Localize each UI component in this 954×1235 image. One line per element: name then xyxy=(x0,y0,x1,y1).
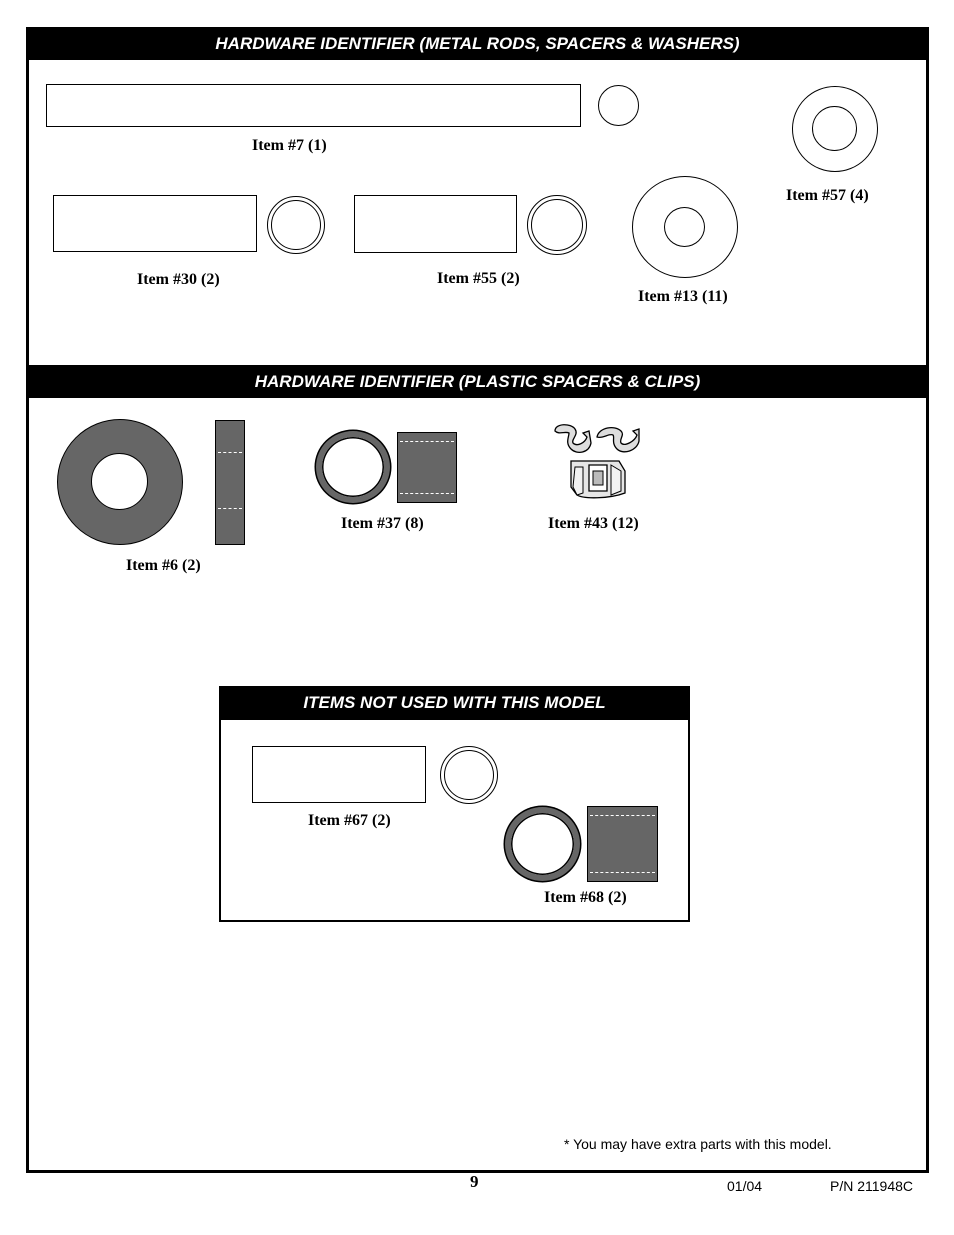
item68-label: Item #68 (2) xyxy=(544,889,627,906)
item67-spacer-end xyxy=(440,746,498,804)
item30-spacer-end xyxy=(267,196,325,254)
extra-parts-note: * You may have extra parts with this model. xyxy=(564,1136,832,1152)
item68-spacer-side xyxy=(587,806,658,882)
item6-washer-hole xyxy=(91,453,148,510)
item55-spacer-end xyxy=(527,195,587,255)
part-number: P/N 211948C xyxy=(830,1178,914,1194)
item6-washer-side xyxy=(215,420,245,545)
item57-washer-hole xyxy=(812,106,857,151)
item57-label: Item #57 (4) xyxy=(786,187,869,204)
item30-spacer-side xyxy=(53,195,257,252)
item43-label: Item #43 (12) xyxy=(548,515,639,532)
item68-ring xyxy=(505,807,580,881)
page-number: 9 xyxy=(470,1172,479,1191)
plastic-hardware-header: HARDWARE IDENTIFIER (PLASTIC SPACERS & CLIPS) xyxy=(26,365,929,398)
item30-label: Item #30 (2) xyxy=(137,271,220,288)
item13-washer xyxy=(632,176,738,278)
item55-label: Item #55 (2) xyxy=(437,270,520,287)
not-used-box xyxy=(219,686,690,922)
item43-clip xyxy=(549,421,641,499)
item67-label: Item #67 (2) xyxy=(308,812,391,829)
item6-label: Item #6 (2) xyxy=(126,557,201,574)
item67-spacer-side xyxy=(252,746,426,803)
item37-ring xyxy=(316,431,390,503)
item13-label: Item #13 (11) xyxy=(638,288,728,305)
item55-spacer-side xyxy=(354,195,517,253)
item7-label: Item #7 (1) xyxy=(252,137,327,154)
item7-rod-side xyxy=(46,84,581,127)
item7-rod-end xyxy=(598,85,639,126)
metal-hardware-header: HARDWARE IDENTIFIER (METAL RODS, SPACERS & WASHERS) xyxy=(26,27,929,60)
item37-spacer-side xyxy=(397,432,457,503)
item37-label: Item #37 (8) xyxy=(341,515,424,532)
item13-washer-hole xyxy=(664,207,705,247)
not-used-header: ITEMS NOT USED WITH THIS MODEL xyxy=(219,686,690,720)
revision-date: 01/04 xyxy=(727,1178,763,1194)
item57-washer xyxy=(792,86,878,172)
item6-washer xyxy=(57,419,183,545)
